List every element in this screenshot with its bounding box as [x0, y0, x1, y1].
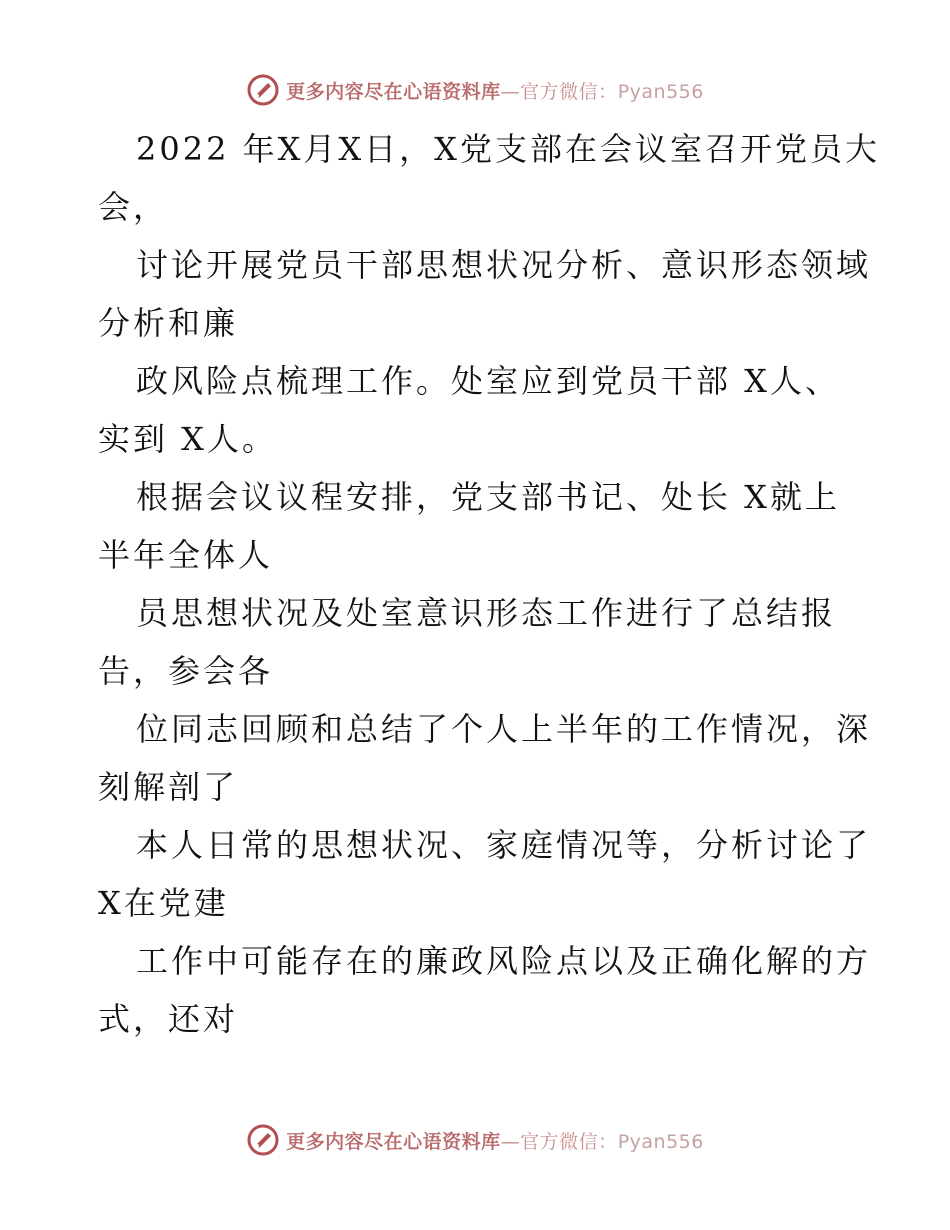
text-line: 实到 X人。 [98, 420, 277, 458]
watermark-label: 官方微信： [520, 80, 618, 103]
document-body [98, 120, 880, 1048]
watermark-dash: — [500, 80, 521, 103]
text-line: 半年全体人 [98, 536, 274, 574]
text-line: 员思想状况及处室意识形态工作进行了总结报 [136, 594, 837, 632]
text-line: 本人日常的思想状况、家庭情况等，分析讨论了 [136, 826, 872, 864]
text-line: 根据会议议程安排，党支部书记、处长 X就上 [136, 478, 840, 516]
text-line: 分析和廉 [98, 304, 239, 342]
text-line: 2022 年X月X日，X党支部在会议室召开党员大 [136, 130, 880, 168]
text-line: 政风险点梳理工作。处室应到党员干部 X人、 [136, 362, 840, 400]
text-line: 式，还对 [98, 1000, 239, 1038]
text-line: 告，参会各 [98, 652, 274, 690]
text-line: 刻解剖了 [98, 768, 239, 806]
watermark-text [286, 1127, 704, 1154]
logo-icon [246, 1123, 280, 1157]
watermark-dash: — [500, 1130, 521, 1153]
text-line: 工作中可能存在的廉政风险点以及正确化解的方 [136, 942, 872, 980]
watermark-text [286, 77, 704, 104]
watermark-id: Pyan556 [617, 1130, 704, 1153]
watermark-header [0, 70, 950, 110]
text-line: 会， [98, 188, 169, 226]
watermark-footer [0, 1120, 950, 1160]
text-line: 位同志回顾和总结了个人上半年的工作情况，深 [136, 710, 872, 748]
watermark-site: 更多内容尽在心语资料库 [286, 1130, 501, 1153]
watermark-label: 官方微信： [520, 1130, 618, 1153]
watermark-site: 更多内容尽在心语资料库 [286, 80, 501, 103]
logo-icon [246, 73, 280, 107]
text-line: X在党建 [98, 884, 229, 922]
watermark-id: Pyan556 [617, 80, 704, 103]
text-line: 讨论开展党员干部思想状况分析、意识形态领域 [136, 246, 872, 284]
